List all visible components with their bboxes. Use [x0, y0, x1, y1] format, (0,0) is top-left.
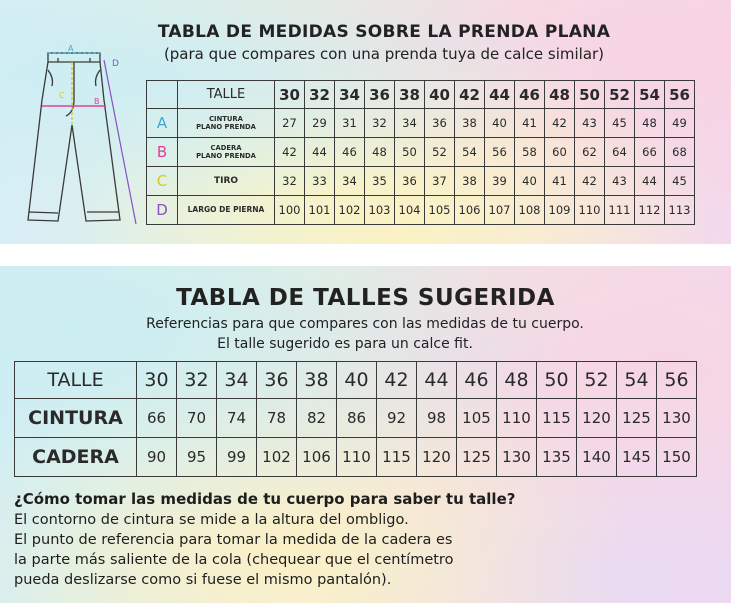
value-cell: 115 [377, 438, 417, 477]
value-cell: 32 [275, 167, 305, 196]
flat-measurements-panel [0, 0, 731, 244]
row-label-line: PLANO PRENDA [196, 152, 256, 160]
size-header-cell: 48 [497, 362, 537, 399]
instruction-line: pueda deslizarse como si fuese el mismo pantalón). [14, 572, 392, 588]
value-cell: 78 [257, 399, 297, 438]
instruction-line: El contorno de cintura se mide a la altura del ombligo. [14, 512, 409, 528]
suggested-sizes-table [14, 361, 697, 477]
value-cell: 125 [457, 438, 497, 477]
row-label-line: CADERA [210, 144, 242, 152]
size-header-cell: 42 [455, 81, 485, 109]
size-header-cell: 32 [177, 362, 217, 399]
value-cell: 120 [417, 438, 457, 477]
value-cell: 60 [545, 138, 575, 167]
row-key-c: C [147, 167, 178, 196]
table-header-row [147, 81, 695, 109]
value-cell: 38 [455, 109, 485, 138]
value-cell: 105 [457, 399, 497, 438]
size-header-cell: 44 [485, 81, 515, 109]
flat-table-subtitle: (para que compares con una prenda tuya de calce similar) [163, 45, 605, 63]
value-cell: 66 [137, 399, 177, 438]
size-header-cell: 40 [337, 362, 377, 399]
value-cell: 92 [377, 399, 417, 438]
instruction-line: la parte más saliente de la cola (chequear que el centímetro [14, 552, 454, 568]
value-cell: 99 [217, 438, 257, 477]
value-cell: 100 [275, 196, 305, 225]
value-cell: 35 [365, 167, 395, 196]
value-cell: 36 [395, 167, 425, 196]
table-row [147, 167, 695, 196]
value-cell: 115 [537, 399, 577, 438]
value-cell: 34 [335, 167, 365, 196]
value-cell: 50 [395, 138, 425, 167]
corner-cell [147, 81, 178, 109]
value-cell: 46 [335, 138, 365, 167]
value-cell: 37 [425, 167, 455, 196]
value-cell: 107 [485, 196, 515, 225]
value-cell: 32 [365, 109, 395, 138]
suggested-subtitle-1: Referencias para que compares con las medidas de tu cuerpo. [146, 316, 584, 332]
value-cell: 49 [665, 109, 695, 138]
value-cell: 44 [305, 138, 335, 167]
row-label-line: TIRO [213, 176, 239, 186]
value-cell: 145 [617, 438, 657, 477]
talle-header: TALLE [15, 362, 137, 399]
value-cell: 82 [297, 399, 337, 438]
table-row [147, 196, 695, 225]
value-cell: 110 [575, 196, 605, 225]
row-label-line: CINTURA [209, 115, 243, 123]
value-cell: 135 [537, 438, 577, 477]
value-cell: 101 [305, 196, 335, 225]
value-cell: 109 [545, 196, 575, 225]
measure-d-line [104, 60, 136, 224]
row-label [178, 109, 275, 138]
value-cell: 74 [217, 399, 257, 438]
table-header-row [15, 362, 697, 399]
size-header-cell: 52 [577, 362, 617, 399]
row-label [178, 196, 275, 225]
row-key-d: D [147, 196, 178, 225]
figure-label-a: A [68, 44, 74, 53]
value-cell: 52 [425, 138, 455, 167]
size-header-cell: 48 [545, 81, 575, 109]
table-row [15, 438, 697, 477]
size-header-cell: 50 [537, 362, 577, 399]
flat-measurements-table [146, 80, 695, 225]
value-cell: 39 [485, 167, 515, 196]
value-cell: 27 [275, 109, 305, 138]
value-cell: 130 [497, 438, 537, 477]
value-cell: 54 [455, 138, 485, 167]
figure-label-c: C [59, 91, 65, 100]
value-cell: 45 [665, 167, 695, 196]
value-cell: 40 [515, 167, 545, 196]
table-row [147, 109, 695, 138]
jeans-diagram [8, 40, 138, 240]
size-header-cell: 32 [305, 81, 335, 109]
value-cell: 48 [635, 109, 665, 138]
value-cell: 106 [455, 196, 485, 225]
size-header-cell: 38 [395, 81, 425, 109]
value-cell: 62 [575, 138, 605, 167]
value-cell: 66 [635, 138, 665, 167]
row-label [178, 167, 275, 196]
value-cell: 111 [605, 196, 635, 225]
figure-label-b: B [94, 97, 100, 106]
size-header-cell: 38 [297, 362, 337, 399]
size-header-cell: 52 [605, 81, 635, 109]
size-header-cell: 56 [665, 81, 695, 109]
flat-table-title: TABLA DE MEDIDAS SOBRE LA PRENDA PLANA [157, 22, 611, 42]
size-header-cell: 56 [657, 362, 697, 399]
value-cell: 102 [335, 196, 365, 225]
value-cell: 90 [137, 438, 177, 477]
value-cell: 113 [665, 196, 695, 225]
row-label: CINTURA [15, 399, 137, 438]
value-cell: 130 [657, 399, 697, 438]
size-header-cell: 30 [137, 362, 177, 399]
row-key-a: A [147, 109, 178, 138]
how-to-measure-question: ¿Cómo tomar las medidas de tu cuerpo para saber tu talle? [14, 490, 516, 508]
table-row [147, 138, 695, 167]
talle-header: TALLE [178, 81, 275, 109]
value-cell: 40 [485, 109, 515, 138]
row-label-line: LARGO DE PIERNA [187, 205, 265, 214]
size-header-cell: 36 [365, 81, 395, 109]
table-row [15, 399, 697, 438]
value-cell: 150 [657, 438, 697, 477]
row-label [178, 138, 275, 167]
size-header-cell: 50 [575, 81, 605, 109]
suggested-subtitle-2: El talle sugerido es para un calce fit. [217, 336, 473, 352]
size-header-cell: 54 [635, 81, 665, 109]
value-cell: 98 [417, 399, 457, 438]
value-cell: 43 [605, 167, 635, 196]
value-cell: 41 [545, 167, 575, 196]
size-header-cell: 44 [417, 362, 457, 399]
value-cell: 56 [485, 138, 515, 167]
value-cell: 70 [177, 399, 217, 438]
size-header-cell: 36 [257, 362, 297, 399]
value-cell: 104 [395, 196, 425, 225]
value-cell: 110 [497, 399, 537, 438]
value-cell: 36 [425, 109, 455, 138]
value-cell: 31 [335, 109, 365, 138]
value-cell: 42 [575, 167, 605, 196]
value-cell: 48 [365, 138, 395, 167]
value-cell: 43 [575, 109, 605, 138]
size-header-cell: 40 [425, 81, 455, 109]
instruction-line: El punto de referencia para tomar la medida de la cadera es [14, 532, 453, 548]
figure-label-d: D [112, 59, 119, 69]
value-cell: 106 [297, 438, 337, 477]
value-cell: 103 [365, 196, 395, 225]
size-header-cell: 34 [217, 362, 257, 399]
value-cell: 29 [305, 109, 335, 138]
value-cell: 125 [617, 399, 657, 438]
value-cell: 108 [515, 196, 545, 225]
value-cell: 38 [455, 167, 485, 196]
row-label-line: PLANO PRENDA [196, 123, 256, 131]
suggested-sizes-panel [0, 266, 731, 603]
value-cell: 34 [395, 109, 425, 138]
value-cell: 42 [545, 109, 575, 138]
suggested-table-title: TABLA DE TALLES SUGERIDA [176, 285, 555, 311]
size-header-cell: 54 [617, 362, 657, 399]
value-cell: 33 [305, 167, 335, 196]
value-cell: 95 [177, 438, 217, 477]
value-cell: 102 [257, 438, 297, 477]
value-cell: 120 [577, 399, 617, 438]
row-label: CADERA [15, 438, 137, 477]
value-cell: 41 [515, 109, 545, 138]
size-header-cell: 46 [515, 81, 545, 109]
value-cell: 112 [635, 196, 665, 225]
value-cell: 58 [515, 138, 545, 167]
value-cell: 64 [605, 138, 635, 167]
value-cell: 110 [337, 438, 377, 477]
size-header-cell: 30 [275, 81, 305, 109]
value-cell: 86 [337, 399, 377, 438]
size-header-cell: 34 [335, 81, 365, 109]
size-header-cell: 46 [457, 362, 497, 399]
size-header-cell: 42 [377, 362, 417, 399]
value-cell: 68 [665, 138, 695, 167]
row-key-b: B [147, 138, 178, 167]
value-cell: 105 [425, 196, 455, 225]
value-cell: 45 [605, 109, 635, 138]
value-cell: 42 [275, 138, 305, 167]
value-cell: 140 [577, 438, 617, 477]
value-cell: 44 [635, 167, 665, 196]
